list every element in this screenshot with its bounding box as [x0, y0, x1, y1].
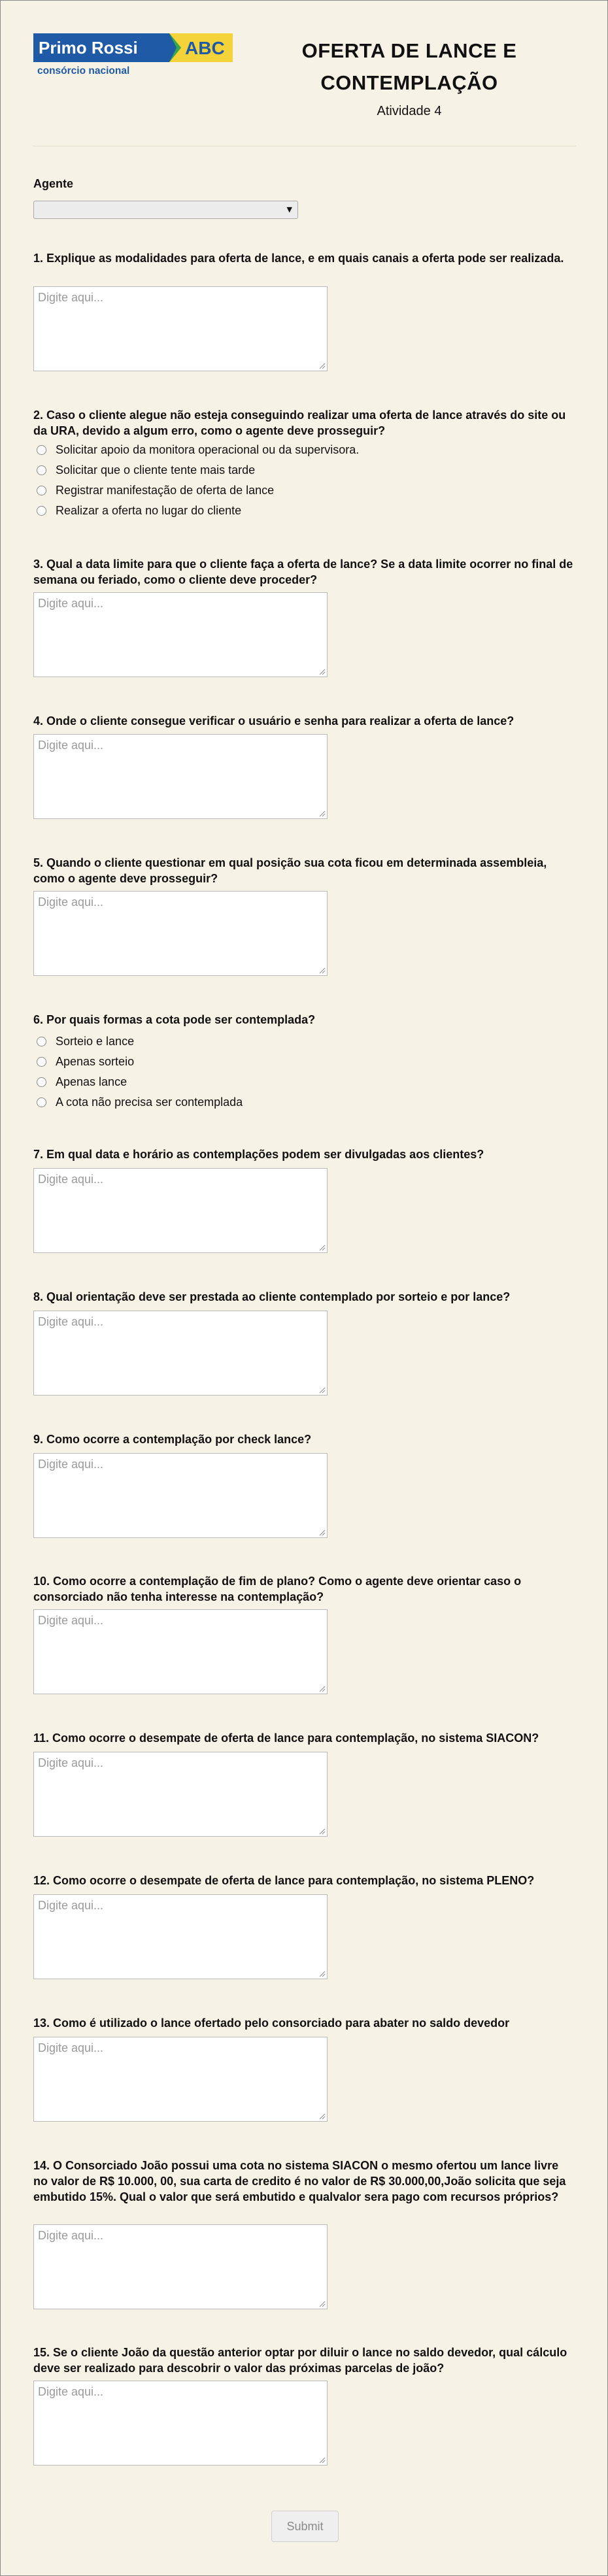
answer-placeholder: Digite aqui...: [38, 2229, 104, 2242]
logo-tagline: consórcio nacional: [37, 65, 130, 76]
question-1-answer[interactable]: [33, 286, 328, 371]
option-label: Sorteio e lance: [56, 1034, 135, 1048]
question-4-answer[interactable]: [33, 734, 328, 819]
option-label: Solicitar apoio da monitora operacional ou da supervisora.: [56, 443, 360, 456]
question-14-answer[interactable]: [33, 2224, 328, 2309]
resize-handle-icon[interactable]: [319, 1686, 326, 1692]
question-9-answer[interactable]: [33, 1453, 328, 1538]
agent-label: Agente: [33, 177, 74, 190]
resize-handle-icon[interactable]: [319, 669, 326, 675]
question-6-label: 6. Por quais formas a cota pode ser contemplada?: [33, 1013, 316, 1026]
option-label: Realizar a oferta no lugar do cliente: [56, 503, 242, 517]
logo-name-primary: Primo Rossi: [39, 38, 138, 58]
question-10-answer[interactable]: [33, 1609, 328, 1694]
question-12-label: 12. Como ocorre o desempate de oferta de lance para contemplação, no sistema PLENO?: [33, 1874, 535, 1887]
option-label: Apenas sorteio: [56, 1054, 135, 1068]
question-14-label: 14. O Consorciado João possui uma cota no sistema SIACON o mesmo ofertou um lance livre no valor de R$ 10.000, 00, sua carta de credito é no valor de R$ 30.000,00,João solicita que seja embutido 15%. Qual o valor que será embutido e qualvalor sera pago com recursos próprios?: [33, 2159, 566, 2203]
option-label: Registrar manifestação de oferta de lance: [56, 483, 275, 497]
page-subtitle: Atividade 4: [377, 104, 442, 118]
question-13-label: 13. Como é utilizado o lance ofertado pelo consorciado para abater no saldo devedor: [33, 2016, 510, 2030]
question-2-option[interactable]: [37, 482, 274, 498]
question-6-option[interactable]: [37, 1094, 243, 1110]
question-12-answer[interactable]: [33, 1894, 328, 1979]
logo-name-secondary: ABC: [185, 38, 225, 58]
resize-handle-icon[interactable]: [319, 363, 326, 369]
answer-placeholder: Digite aqui...: [38, 597, 104, 610]
radio-button[interactable]: [37, 1037, 46, 1046]
option-label: Apenas lance: [56, 1075, 127, 1088]
brand-logo: [33, 33, 233, 79]
resize-handle-icon[interactable]: [319, 1828, 326, 1835]
question-11-label: 11. Como ocorre o desempate de oferta de lance para contemplação, no sistema SIACON?: [33, 1731, 539, 1745]
agent-select[interactable]: [33, 201, 298, 219]
radio-button[interactable]: [37, 445, 46, 455]
chevron-down-icon: ▼: [286, 205, 292, 214]
radio-button[interactable]: [37, 1077, 46, 1087]
answer-placeholder: Digite aqui...: [38, 1756, 104, 1769]
question-7-answer[interactable]: [33, 1168, 328, 1253]
option-label: A cota não precisa ser contemplada: [56, 1095, 243, 1109]
answer-placeholder: Digite aqui...: [38, 1173, 104, 1186]
radio-button[interactable]: [37, 486, 46, 495]
question-15-answer[interactable]: [33, 2381, 328, 2466]
question-3-label: 3. Qual a data limite para que o cliente faça a oferta de lance? Se a data limite ocorrer no final de semana ou feriado, como o cliente deve proceder?: [33, 558, 573, 586]
question-5-answer[interactable]: [33, 891, 328, 976]
question-8-label: 8. Qual orientação deve ser prestada ao cliente contemplado por sorteio e por lance?: [33, 1290, 511, 1303]
question-6-option[interactable]: [37, 1054, 134, 1069]
question-2-option[interactable]: [37, 462, 255, 478]
radio-button[interactable]: [37, 1057, 46, 1067]
option-label: Solicitar que o cliente tente mais tarde: [56, 463, 256, 477]
question-8-answer[interactable]: [33, 1311, 328, 1396]
resize-handle-icon[interactable]: [319, 2301, 326, 2307]
resize-handle-icon[interactable]: [319, 2457, 326, 2464]
form-page: [1, 1, 607, 2575]
submit-button[interactable]: Submit: [271, 2511, 339, 2542]
radio-button[interactable]: [37, 1097, 46, 1107]
resize-handle-icon[interactable]: [319, 967, 326, 974]
question-6-option[interactable]: [37, 1074, 127, 1090]
resize-handle-icon[interactable]: [319, 1971, 326, 1977]
question-2-option[interactable]: [37, 503, 241, 518]
answer-placeholder: Digite aqui...: [38, 1315, 104, 1328]
answer-placeholder: Digite aqui...: [38, 739, 104, 752]
resize-handle-icon[interactable]: [319, 1530, 326, 1536]
question-5-label: 5. Quando o cliente questionar em qual posição sua cota ficou em determinada assembleia, como o agente deve prosseguir?: [33, 856, 547, 885]
question-4-label: 4. Onde o cliente consegue verificar o usuário e senha para realizar a oferta de lance?: [33, 714, 515, 728]
answer-placeholder: Digite aqui...: [38, 1614, 104, 1627]
answer-placeholder: Digite aqui...: [38, 2385, 104, 2398]
question-7-label: 7. Em qual data e horário as contemplações podem ser divulgadas aos clientes?: [33, 1148, 484, 1161]
question-13-answer[interactable]: [33, 2037, 328, 2122]
resize-handle-icon[interactable]: [319, 1387, 326, 1394]
radio-button[interactable]: [37, 465, 46, 475]
resize-handle-icon[interactable]: [319, 811, 326, 817]
answer-placeholder: Digite aqui...: [38, 291, 104, 304]
radio-button[interactable]: [37, 506, 46, 516]
question-2-label: 2. Caso o cliente alegue não esteja conseguindo realizar uma oferta de lance através do site ou da URA, devido a algum erro, como o agente deve prosseguir?: [33, 409, 566, 437]
answer-placeholder: Digite aqui...: [38, 1899, 104, 1912]
question-2-option[interactable]: [37, 442, 359, 458]
question-1-label: 1. Explique as modalidades para oferta de lance, e em quais canais a oferta pode ser realizada.: [33, 252, 564, 265]
question-9-label: 9. Como ocorre a contemplação por check lance?: [33, 1433, 312, 1446]
answer-placeholder: Digite aqui...: [38, 1458, 104, 1471]
question-10-label: 10. Como ocorre a contemplação de fim de plano? Como o agente deve orientar caso o consorciado não tenha interesse na contemplação?: [33, 1575, 522, 1603]
answer-placeholder: Digite aqui...: [38, 2041, 104, 2054]
question-6-option[interactable]: [37, 1033, 134, 1049]
answer-placeholder: Digite aqui...: [38, 895, 104, 909]
resize-handle-icon[interactable]: [319, 2113, 326, 2120]
page-title: OFERTA DE LANCE E CONTEMPLAÇÃO: [301, 39, 517, 94]
question-11-answer[interactable]: [33, 1752, 328, 1837]
resize-handle-icon[interactable]: [319, 1245, 326, 1251]
question-15-label: 15. Se o cliente João da questão anterior optar por diluir o lance no saldo devedor, qual cálculo deve ser realizado para descobrir o valor das próximas parcelas de joão?: [33, 2346, 567, 2375]
question-3-answer[interactable]: [33, 592, 328, 677]
